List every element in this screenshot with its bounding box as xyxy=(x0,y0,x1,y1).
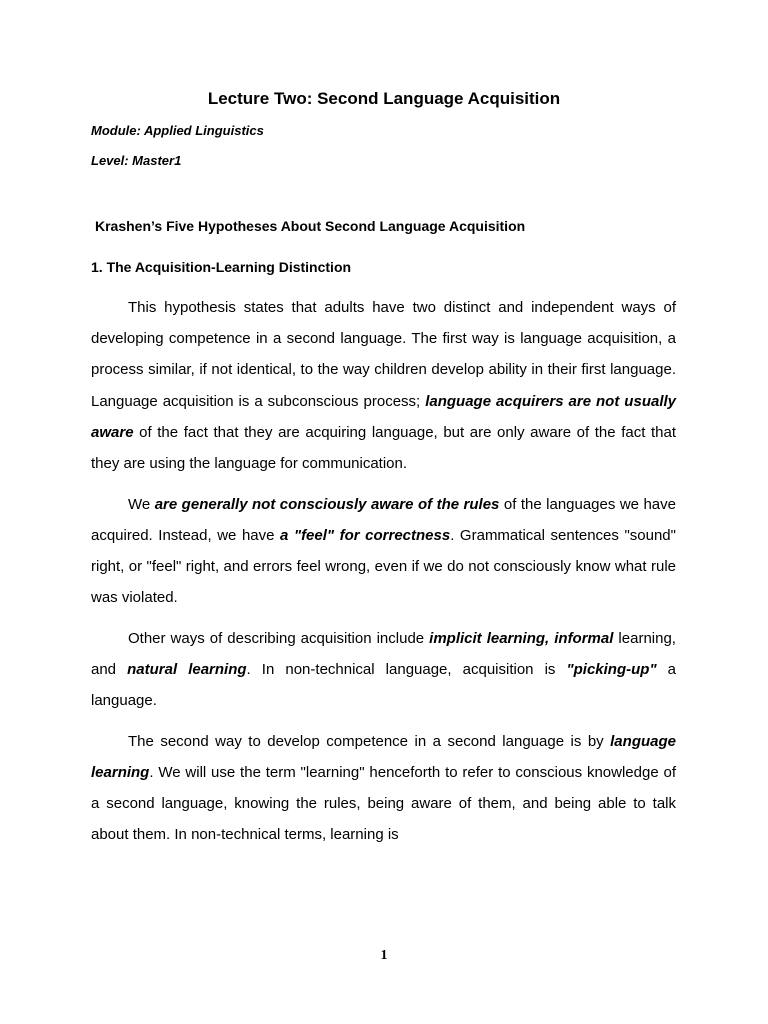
emphasized-text: "picking-up" xyxy=(566,661,657,679)
paragraph xyxy=(91,489,676,614)
paragraph-text: We xyxy=(128,495,155,513)
paragraph-text: of the fact that they are acquiring language, but are only aware of the fact that they are using the language for communication. xyxy=(91,423,676,473)
section-heading: Krashen’s Five Hypotheses About Second Language Acquisition xyxy=(95,218,526,234)
emphasized-text: language learning xyxy=(91,732,676,782)
paragraph-text: Other ways of describing acquisition include xyxy=(128,629,430,647)
paragraph xyxy=(91,623,676,717)
paragraph-text: . Grammatical sentences "sound" right, or "feel" right, and errors feel wrong, even if we do not consciously know what rule was violated. xyxy=(91,526,676,607)
page-number: 1 xyxy=(380,948,388,963)
emphasized-text: are generally not consciously aware of the rules xyxy=(154,495,500,513)
level-label: Level: Master1 xyxy=(91,153,182,168)
paragraph-text: This hypothesis states that adults have two distinct and independent ways of developing competence in a second language. The first way is language acquisition, a process similar, if not identical, to the way children develop ability in their first language. Language acquisition is a subconscious process; xyxy=(91,299,676,410)
module-label: Module: Applied Linguistics xyxy=(91,123,264,138)
paragraph xyxy=(91,292,676,479)
paragraph-text: . We will use the term "learning" henceforth to refer to conscious knowledge of a second language, knowing the rules, being aware of them, and being able to talk about them. In non-technical terms, learning is xyxy=(91,764,676,844)
emphasized-text: implicit learning, informal xyxy=(429,629,614,647)
paragraph-text: a language. xyxy=(91,661,676,710)
emphasized-text: natural learning xyxy=(127,661,247,679)
emphasized-text: a "feel" for correctness xyxy=(280,526,451,544)
body-text xyxy=(91,292,676,860)
document-title: Lecture Two: Second Language Acquisition xyxy=(207,89,561,108)
emphasized-text: language acquirers are not usually aware xyxy=(91,392,676,441)
paragraph-text: learning, and xyxy=(91,629,676,679)
subsection-heading: 1. The Acquisition-Learning Distinction xyxy=(91,259,352,275)
paragraph-text: of the languages we have acquired. Instead, we have xyxy=(91,495,676,544)
paragraph xyxy=(91,726,676,851)
paragraph-text: The second way to develop competence in a second language is by xyxy=(128,732,611,750)
paragraph-text: . In non-technical language, acquisition is xyxy=(246,661,567,679)
